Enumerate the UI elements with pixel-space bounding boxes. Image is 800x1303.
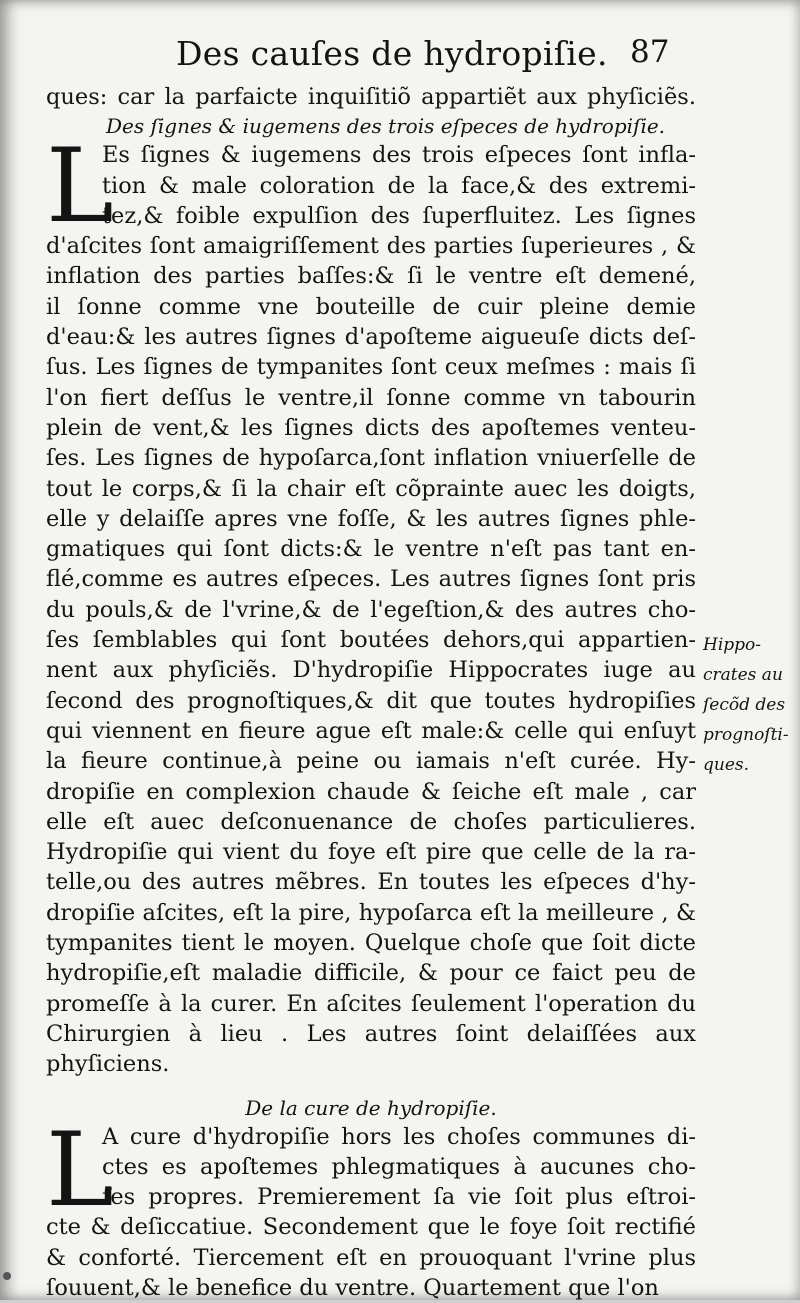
text-line: tez,& foible expulſion des ſuperfluitez. Les ſignes	[46, 201, 696, 231]
text-line: elle eſt auec deſconuenance de choſes particulieres.	[46, 807, 696, 837]
text-line: & conforté. Tiercement eſt en prouoquant l'vrine plus	[46, 1243, 696, 1273]
text-line: ctes es apoſtemes phlegmatiques à aucunes cho-	[46, 1152, 696, 1182]
text-line: promeſſe à la curer. En aſcites ſeulement l'operation du	[46, 989, 696, 1019]
margin-note-line: crates au	[703, 660, 797, 690]
text-line: Hydropiſie qui vient du foye eſt pire que celle de la ra-	[46, 837, 696, 867]
text-line: ſouuent,& le benefice du ventre. Quartement que l'on	[46, 1273, 696, 1303]
margin-note-line: prognoſti-	[703, 720, 797, 750]
text-line: inflation des parties baſſes:& ſi le ventre eſt demené,	[46, 261, 696, 291]
text-line: nent aux phyſiciẽs. D'hydropiſie Hippocrates iuge au	[46, 655, 696, 685]
text-line: ſes ſemblables qui ſont boutées dehors,qui appartien-	[46, 625, 696, 655]
text-line: elle y delaiſſe apres vne foſſe, & les autres ſignes phle-	[46, 504, 696, 534]
text-line: telle,ou des autres mẽbres. En toutes les eſpeces d'hy-	[46, 867, 696, 897]
margin-note	[703, 630, 797, 780]
text-line: plein de vent,& les ſignes dicts des apoſtemes venteu-	[46, 413, 696, 443]
margin-note-line: ſecõd des	[703, 690, 797, 720]
running-title: Des cauſes de hydropiſie.	[176, 34, 608, 73]
text-line: cte & deſiccatiue. Secondement que le foye ſoit rectifié	[46, 1212, 696, 1242]
text-line: d'eau:& les autres ſignes d'apoſteme aigueuſe dicts deſ-	[46, 322, 696, 352]
section-heading-cure: De la cure de hydropiſie.	[46, 1094, 696, 1122]
page-edge-mark	[3, 1272, 11, 1280]
drop-cap: L	[46, 1126, 114, 1216]
section-signes	[46, 140, 696, 1079]
margin-note-line: Hippo-	[703, 630, 797, 660]
text-line: gmatiques qui ſont dicts:& le ventre n'eſt pas tant en-	[46, 534, 696, 564]
text-line: du pouls,& de l'vrine,& de l'egeſtion,& des autres cho-	[46, 595, 696, 625]
text-line: dropiſie aſcites, eſt la pire, hypoſarca eſt la meilleure , &	[46, 898, 696, 928]
text-line: la fieure continue,à peine ou iamais n'eſt curée. Hy-	[46, 746, 696, 776]
carryover-line: ques: car la parfaicte inquiſitiõ appartiẽt aux phyſiciẽs.	[46, 82, 696, 112]
text-line: ſes. Les ſignes de hypoſarca,ſont inflation vniuerſelle de	[46, 443, 696, 473]
text-line: ſus. Les ſignes de tympanites ſont ceux meſmes : mais ſi	[46, 352, 696, 382]
margin-note-line: ques.	[703, 750, 797, 780]
section-cure	[46, 1122, 696, 1303]
text-block	[46, 82, 696, 1303]
text-line: d'aſcites ſont amaigriſſement des parties ſuperieures , &	[46, 231, 696, 261]
page-header	[0, 34, 800, 74]
text-line: dropiſie en complexion chaude & ſeiche eſt male , car	[46, 777, 696, 807]
section-cure-lines	[46, 1122, 696, 1303]
text-line: flé,comme es autres eſpeces. Les autres ſignes ſont pris	[46, 564, 696, 594]
text-line: qui viennent en fieure ague eſt male:& celle qui enſuyt	[46, 716, 696, 746]
drop-cap: L	[46, 142, 114, 232]
text-line: Es ſignes & iugemens des trois eſpeces ſont infla-	[46, 140, 696, 170]
text-line: ſes propres. Premierement ſa vie ſoit plus eſtroi-	[46, 1182, 696, 1212]
text-line: il ſonne comme vne bouteille de cuir pleine demie	[46, 292, 696, 322]
section-heading-signes: Des ſignes & iugemens des trois eſpeces de hydropiſie.	[46, 112, 696, 140]
text-line: hydropiſie,eſt maladie difficile, & pour ce faict peu de	[46, 958, 696, 988]
text-line: l'on fiert deſſus le ventre,il ſonne comme vn tabourin	[46, 383, 696, 413]
text-line: tympanites tient le moyen. Quelque choſe que ſoit dicte	[46, 928, 696, 958]
text-line: ſecond des prognoſtiques,& dit que toutes hydropiſies	[46, 686, 696, 716]
text-line: tout le corps,& ſi la chair eſt cõprainte auec les doigts,	[46, 474, 696, 504]
text-line: A cure d'hydropiſie hors les choſes communes di-	[46, 1122, 696, 1152]
text-line: phyſiciens.	[46, 1049, 696, 1079]
text-line: Chirurgien à lieu . Les autres ſoint delaiſſées aux	[46, 1019, 696, 1049]
section-signes-lines	[46, 140, 696, 1079]
text-line: tion & male coloration de la face,& des extremi-	[46, 171, 696, 201]
page-number: 87	[630, 34, 669, 70]
